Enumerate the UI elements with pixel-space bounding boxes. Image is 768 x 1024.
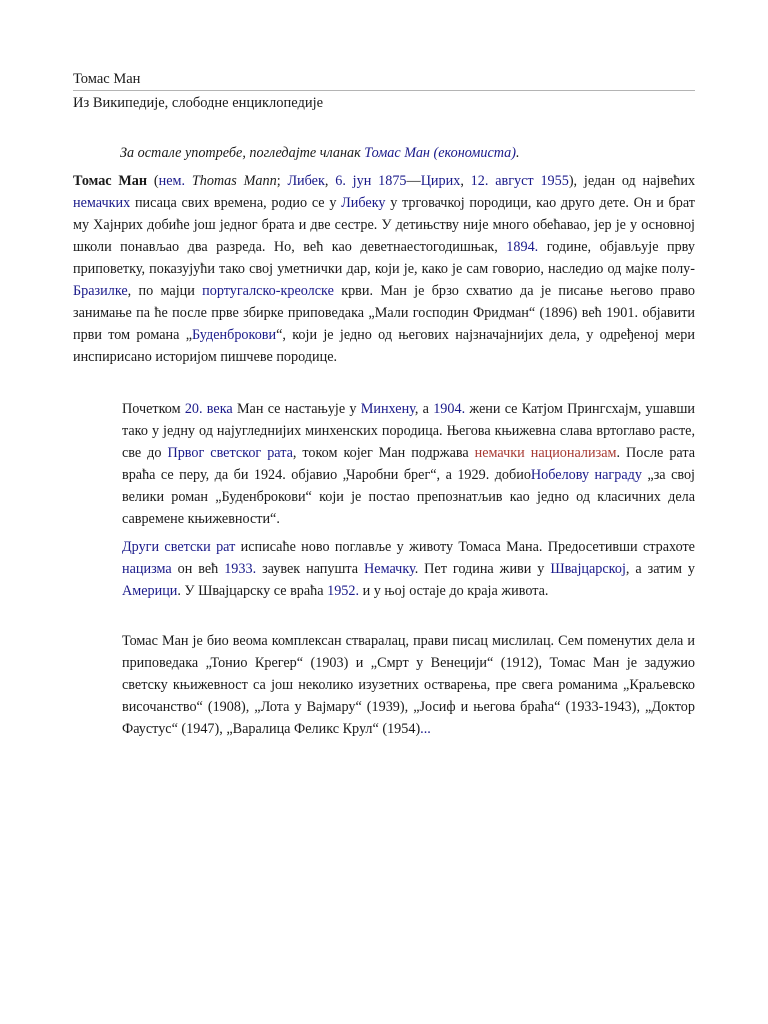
paragraph-exile <box>122 536 695 602</box>
text: . Пет година живи у <box>414 561 551 577</box>
page-subtitle: Из Википедије, слободне енциклопедије <box>73 95 324 111</box>
link-death-date[interactable]: 12. август <box>470 173 534 189</box>
paragraph-intro <box>73 170 695 368</box>
link-zurich[interactable]: Цирих <box>420 173 461 189</box>
text: . У Швајцарску се враћа <box>177 583 328 599</box>
text: жени се Катјом Прингсхајм, ушавши тако у једну од најугледнијих минхенских породица. Његова књижевна слава вртоглаво расте, све до <box>122 401 696 461</box>
link-ellipsis[interactable]: ... <box>420 721 431 737</box>
link-nazism[interactable]: нацизма <box>122 561 172 577</box>
text: “, који је једно од његових најзначајнијих дела, у одређеној мери инспирисано историјом пишчеве породице. <box>73 327 695 365</box>
link-year-1894[interactable]: 1894. <box>506 239 539 255</box>
link-brazilian[interactable]: Бразилке <box>73 283 128 299</box>
link-munich[interactable]: Минхену <box>360 401 415 417</box>
text: и у њој остаје до краја живота. <box>359 583 549 599</box>
text <box>185 173 192 189</box>
hatnote-link[interactable]: Томас Ман (економиста) <box>364 145 516 161</box>
text: Ман се настањује у <box>232 401 361 417</box>
paragraph-munich <box>122 398 695 530</box>
link-portuguese-creole[interactable]: португалско-креолске <box>202 283 334 299</box>
link-german-nationalism[interactable]: немачки национализам <box>474 445 617 461</box>
link-switzerland[interactable]: Швајцарској <box>550 561 626 577</box>
link-language-german[interactable]: нем. <box>158 173 186 189</box>
link-lubeck[interactable]: Либек <box>287 173 325 189</box>
link-20th-century[interactable]: 20. века <box>184 401 233 417</box>
link-year-1933[interactable]: 1933. <box>224 561 257 577</box>
text: ), један од највећих <box>568 173 696 189</box>
text: крви. Ман је брзо схватио да је писање његово право занимање па ће после прве збирке приповедака „Мали господин Фридман“ (1896) већ 1901. објавити први том романа „ <box>73 283 695 343</box>
link-year-1952[interactable]: 1952. <box>327 583 360 599</box>
text: ; <box>276 173 288 189</box>
text: . После рата враћа се перу, да би 1924. објавио „Чаробни брег“, а 1929. добио <box>122 445 696 483</box>
paragraph-works <box>122 630 695 740</box>
text: писаца свих времена, родио се у <box>130 195 342 211</box>
page-title: Томас Ман <box>73 70 695 91</box>
text: ( <box>147 173 159 189</box>
text: , <box>324 173 336 189</box>
text: „за свој велики роман „Буденброкови“ који је постао препознатљив као једно од класичних дела савремене књижевности“. <box>122 467 695 527</box>
text: , по мајци <box>127 283 203 299</box>
link-nobel-prize[interactable]: Нобелову награду <box>530 467 642 483</box>
link-death-year[interactable]: 1955 <box>540 173 569 189</box>
link-lubeck-2[interactable]: Либеку <box>341 195 386 211</box>
text: , а <box>414 401 434 417</box>
article-subject: Томас Ман <box>73 173 148 189</box>
hatnote <box>120 144 695 162</box>
link-buddenbrooks[interactable]: Буденброкови <box>192 327 277 343</box>
text: године, објављује прву приповетку, показујући тако свој уметнички дар, који је, како је сам говорио, наследио од мајке полу- <box>73 239 695 277</box>
text: исписаће ново поглавље у животу Томаса Мана. Предосетивши страхоте <box>235 539 695 555</box>
text: , <box>460 173 471 189</box>
link-world-war-one[interactable]: Првог светског рата <box>167 445 293 461</box>
link-birth-date[interactable]: 6. јун <box>335 173 372 189</box>
text: , а затим у <box>625 561 695 577</box>
text: Томас Ман је био веома комплексан стваралац, прави писац мислилац. Сем поменутих дела и приповедака „Тонио Крегер“ (1903) и „Смрт у Венецији“ (1912), Томас Ман је задужио светску књижевност са још неколико изузетних остварења, пре свега романима „Краљевско височанство“ (1908), „Лота у Вајмару“ (1939), „Јосиф и његова браћа“ (1933-1943), „Доктор Фаустус“ (1947), „Варалица Феликс Крул“ (1954) <box>122 633 695 737</box>
link-birth-year[interactable]: 1875 <box>378 173 407 189</box>
text: , током којег Ман подржава <box>292 445 475 461</box>
link-year-1904[interactable]: 1904. <box>433 401 466 417</box>
text: он већ <box>171 561 225 577</box>
hatnote-text: За остале употребе, погледајте чланак <box>120 145 365 161</box>
link-america[interactable]: Америци <box>122 583 178 599</box>
text: Почетком <box>122 401 185 417</box>
original-name: Thomas Mann <box>191 173 277 189</box>
link-germans[interactable]: немачких <box>73 195 131 211</box>
text: заувек напушта <box>256 561 365 577</box>
text: — <box>406 173 421 189</box>
hatnote-end: . <box>516 145 520 161</box>
link-world-war-two[interactable]: Други светски рат <box>122 539 236 555</box>
link-germany[interactable]: Немачку <box>364 561 415 577</box>
text: у трговачкој породици, као друго дете. Он и брат му Хајнрих добиће још једног брата и две сестре. У детињству није много обећавао, јер је у основној школи понављао два разреда. Но, већ као деветнаестогодишњак, <box>73 195 695 255</box>
